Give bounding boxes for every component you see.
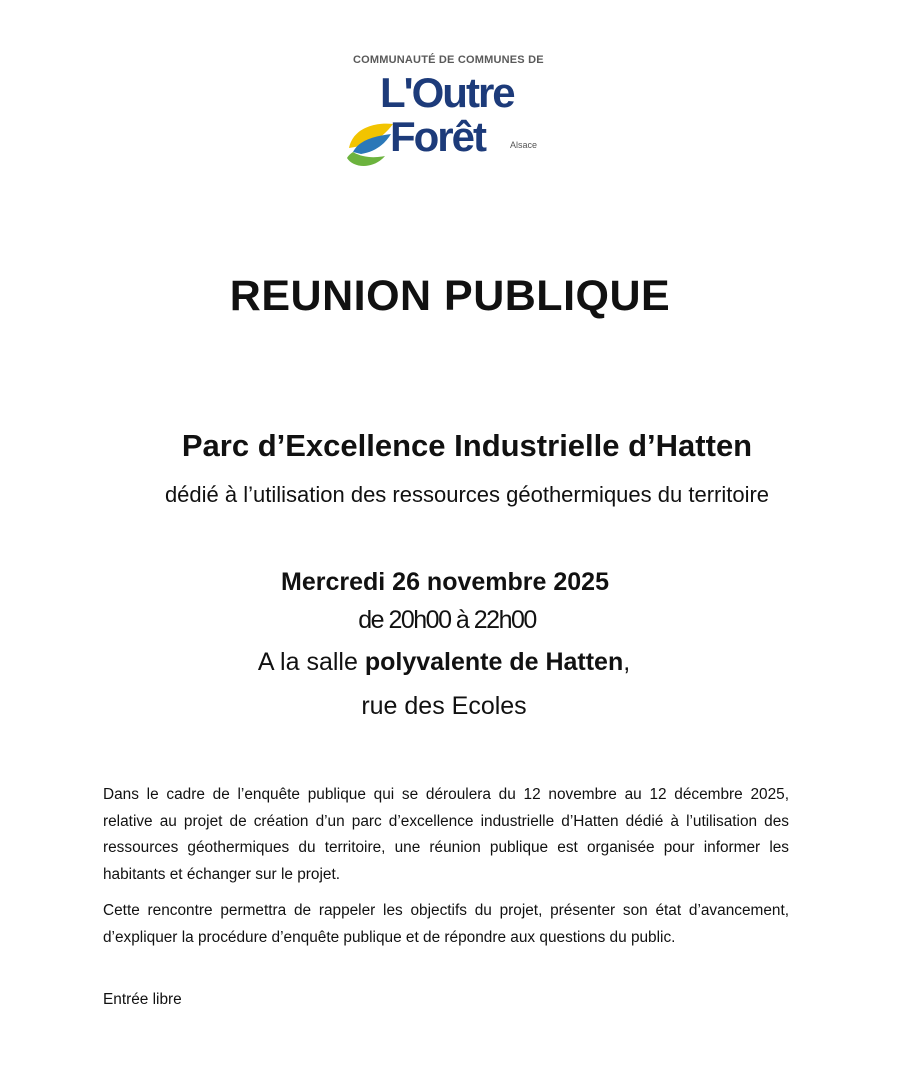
event-time: de 20h00 à 22h00 <box>358 606 536 634</box>
event-place-name: polyvalente de Hatten <box>364 648 624 676</box>
logo-region-text: Alsace <box>510 140 538 150</box>
logo-line1-text: L'Outre <box>380 69 514 116</box>
logo-communaute-communes <box>340 52 560 172</box>
paragraph-free-entry: Entrée libre <box>103 991 182 1008</box>
event-place-suffix: , <box>623 648 631 676</box>
paragraph-objectives: Cette rencontre permettra de rappeler les objectifs du projet, présenter son état d’avancement, d’expliquer la procédure d’enquête publique et de répondre aux questions du public. <box>103 902 789 946</box>
subtitle: Parc d’Excellence Industrielle d’Hatten <box>181 428 753 463</box>
logo-line1 <box>380 69 514 116</box>
event-place <box>0 648 888 677</box>
logo-region <box>510 140 537 150</box>
logo-line2-text: Forêt <box>390 113 485 160</box>
event-place-prefix: A la salle <box>257 648 365 676</box>
paragraph-context: Dans le cadre de l’enquête publique qui se déroulera du 12 novembre au 12 décembre 2025, relative au projet de création d’un parc d’excellence industrielle d’Hatten dédié à l’utilisation des ressources géothermiques du territoire, une réunion publique est organisée pour informer les habitants et échanger sur le projet. <box>103 786 789 883</box>
subtitle-description: dédié à l’utilisation des ressources géothermiques du territoire <box>164 482 770 507</box>
page-title: REUNION PUBLIQUE <box>229 272 671 320</box>
logo-top-text: COMMUNAUTÉ DE COMMUNES DE <box>353 54 544 66</box>
logo-line2 <box>390 113 485 160</box>
event-date: Mercredi 26 novembre 2025 <box>281 568 609 596</box>
event-street: rue des Ecoles <box>361 692 527 720</box>
